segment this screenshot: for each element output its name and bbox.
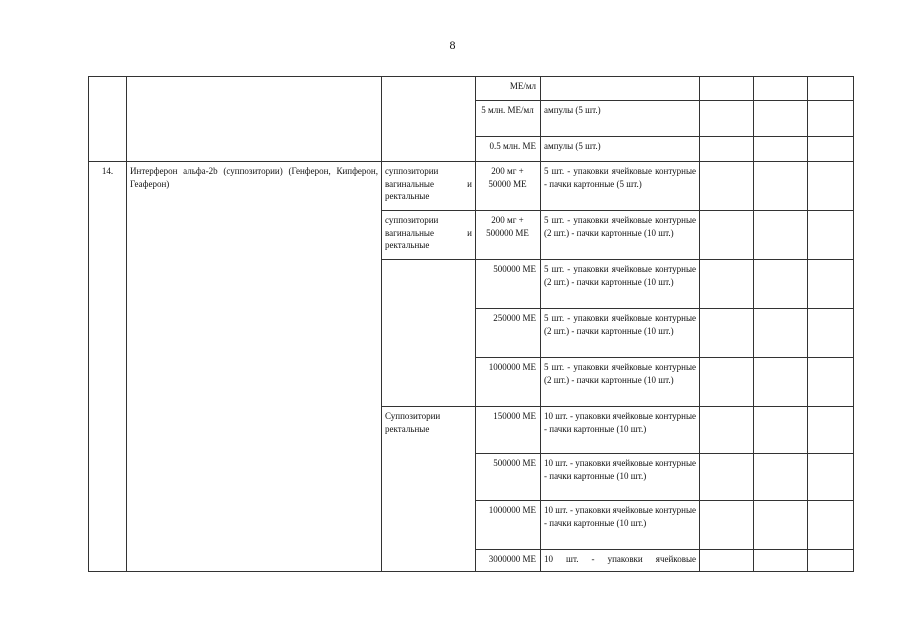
cell-form [382, 260, 476, 407]
cell-empty [754, 550, 808, 572]
table-row [89, 77, 854, 101]
cell-form: суппозитории вагинальные и ректальные [382, 211, 476, 260]
cell-empty [700, 407, 754, 454]
cell-dose: 5 млн. МЕ/мл [476, 101, 541, 137]
cell-pack: 10 шт. - упаковки ячейковые [541, 550, 700, 572]
cell-dose: 3000000 МЕ [476, 550, 541, 572]
cell-empty [808, 101, 854, 137]
cell-empty [808, 358, 854, 407]
cell-dose: 200 мг + 500000 МЕ [476, 211, 541, 260]
cell-pack: 10 шт. - упаковки ячейковые контурные - пачки картонные (10 шт.) [541, 407, 700, 454]
cell-empty [700, 260, 754, 309]
cell-form: суппозитории вагинальные и ректальные [382, 162, 476, 211]
cell-empty [700, 162, 754, 211]
cell-dose: 250000 МЕ [476, 309, 541, 358]
cell-empty [754, 137, 808, 162]
cell-num [89, 77, 127, 162]
cell-name [127, 77, 382, 162]
cell-empty [808, 260, 854, 309]
cell-empty [700, 101, 754, 137]
cell-pack [541, 77, 700, 101]
cell-empty [754, 454, 808, 501]
cell-pack: 10 шт. - упаковки ячейковые контурные - пачки картонные (10 шт.) [541, 454, 700, 501]
cell-empty [754, 260, 808, 309]
cell-empty [754, 501, 808, 550]
cell-pack: ампулы (5 шт.) [541, 137, 700, 162]
cell-empty [700, 137, 754, 162]
cell-dose: 500000 МЕ [476, 260, 541, 309]
cell-dose: 500000 МЕ [476, 454, 541, 501]
cell-empty [808, 309, 854, 358]
cell-empty [808, 211, 854, 260]
cell-empty [754, 101, 808, 137]
cell-empty [700, 550, 754, 572]
cell-empty [808, 501, 854, 550]
table-row [89, 162, 854, 211]
cell-empty [754, 407, 808, 454]
cell-num: 14. [89, 162, 127, 572]
cell-pack: 5 шт. - упаковки ячейковые контурные (2 шт.) - пачки картонные (10 шт.) [541, 260, 700, 309]
cell-dose: 0.5 млн. МЕ [476, 137, 541, 162]
page-number: 8 [449, 38, 456, 52]
cell-dose: МЕ/мл [476, 77, 541, 101]
cell-empty [808, 550, 854, 572]
cell-name: Интерферон альфа-2b (суппозитории) (Генферон, Кипферон, Геаферон) [127, 162, 382, 572]
cell-empty [754, 77, 808, 101]
cell-empty [808, 162, 854, 211]
cell-empty [700, 358, 754, 407]
cell-empty [700, 77, 754, 101]
cell-empty [754, 211, 808, 260]
cell-pack: 10 шт. - упаковки ячейковые контурные - пачки картонные (10 шт.) [541, 501, 700, 550]
cell-empty [700, 211, 754, 260]
cell-empty [754, 162, 808, 211]
cell-empty [700, 501, 754, 550]
cell-dose: 1000000 МЕ [476, 501, 541, 550]
cell-pack: ампулы (5 шт.) [541, 101, 700, 137]
cell-empty [808, 77, 854, 101]
drug-table [88, 76, 854, 572]
cell-dose: 150000 МЕ [476, 407, 541, 454]
cell-empty [754, 309, 808, 358]
cell-form [382, 77, 476, 162]
cell-empty [700, 454, 754, 501]
cell-empty [808, 137, 854, 162]
cell-pack: 5 шт. - упаковки ячейковые контурные (2 шт.) - пачки картонные (10 шт.) [541, 358, 700, 407]
cell-dose: 1000000 МЕ [476, 358, 541, 407]
cell-empty [754, 358, 808, 407]
cell-pack: 5 шт. - упаковки ячейковые контурные (2 шт.) - пачки картонные (10 шт.) [541, 309, 700, 358]
cell-dose: 200 мг + 50000 МЕ [476, 162, 541, 211]
cell-pack: 5 шт. - упаковки ячейковые контурные - пачки картонные (5 шт.) [541, 162, 700, 211]
cell-form: Суппозитории ректальные [382, 407, 476, 572]
cell-empty [808, 407, 854, 454]
cell-empty [700, 309, 754, 358]
cell-empty [808, 454, 854, 501]
cell-pack: 5 шт. - упаковки ячейковые контурные (2 шт.) - пачки картонные (10 шт.) [541, 211, 700, 260]
